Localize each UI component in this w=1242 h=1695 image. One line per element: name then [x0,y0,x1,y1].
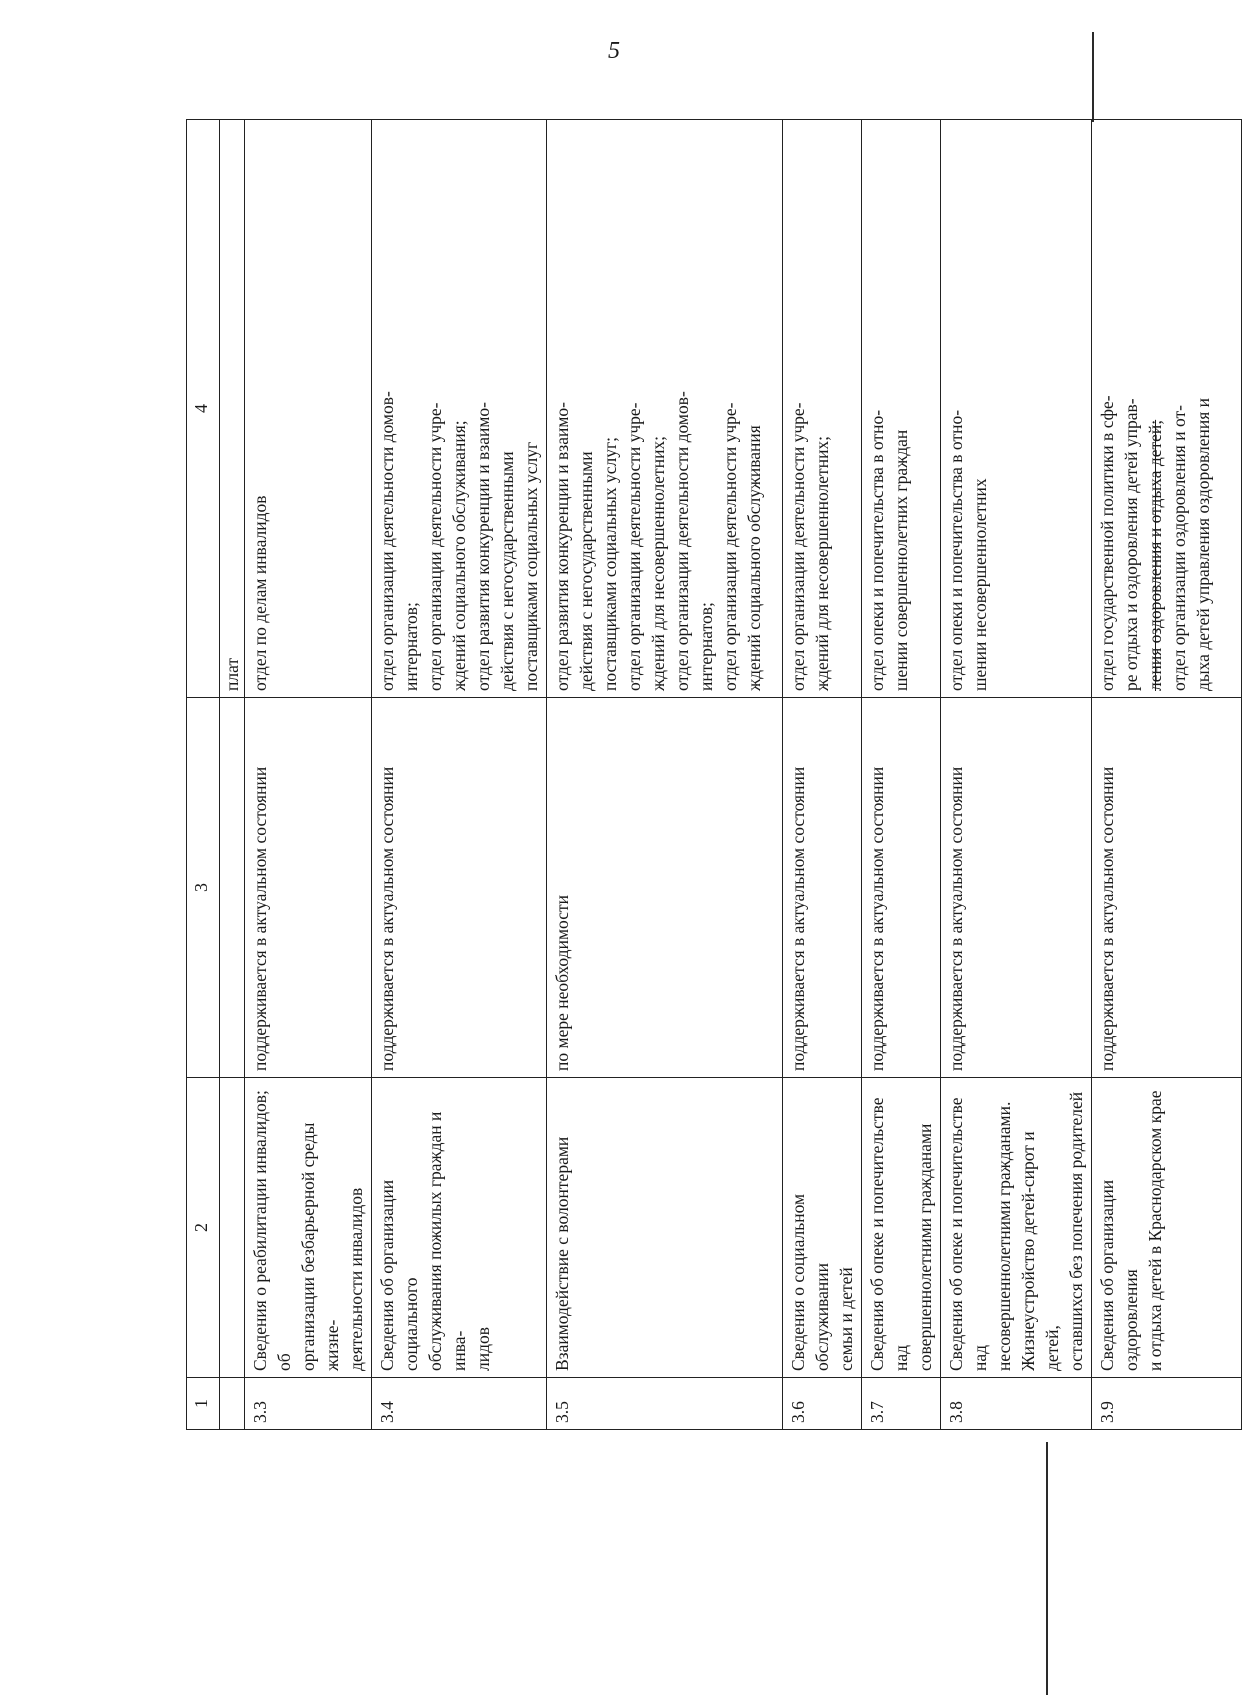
row-number-cell [941,1378,1092,1430]
cell-text-line: Сведения об организации оздоровления [1097,1179,1141,1371]
info-name-cell [245,1078,372,1378]
info-name-cell [862,1078,941,1378]
frequency-cell [862,698,941,1078]
frequency-text: по мере необходимости [552,895,572,1071]
frequency-text: поддерживается в актуальном состоянии [788,766,808,1071]
responsible-cell [547,120,783,698]
cell-text-line: отдел организации деятельности учре- [624,402,644,691]
table-row [547,120,783,1430]
column-header-3: 3 [187,698,220,1078]
cell-text-line: несовершеннолетними гражданами. [994,1101,1014,1371]
responsible-cell [862,120,941,698]
table-row [245,120,372,1430]
cell-text-line: отдел организации деятельности учре- [720,402,740,691]
frequency-cell [372,698,547,1078]
frequency-text: поддерживается в актуальном состоянии [250,766,270,1071]
frequency-cell [941,698,1092,1078]
cell-text-line: деятельности инвалидов [346,1187,366,1371]
frequency-cell [547,698,783,1078]
table-row [941,120,1092,1430]
table-row [1092,120,1242,1430]
column-header-4: 4 [187,120,220,698]
scan-artifact-line [1046,1442,1048,1695]
continuation-text: плат [220,120,245,698]
cell-text-line: Сведения об опеке и попечительстве над [946,1097,990,1371]
row-number: 3.9 [1097,1401,1117,1423]
cell-text-line: отдел государственной политики в сфе- [1097,395,1117,691]
cell-text-line: ждений для несовершеннолетних; [648,435,668,691]
data-table [186,119,1242,1430]
cell-text-line: действия с негосударственными [497,451,517,691]
row-number-cell [862,1378,941,1430]
row-number-cell [245,1378,372,1430]
cell-text-line: отдел организации деятельности учре- [788,402,808,691]
cell-text-line: Сведения о социальном обслуживании [788,1193,832,1371]
cell-text-line: отдел организации деятельности домов- [377,391,397,691]
cell-text-line: отдел опеки и попечительства в отно- [867,409,887,691]
table-row [783,120,862,1430]
table-header-row [187,120,220,1430]
cell-text-line: отдел развития конкуренции и взаимо- [473,402,493,691]
cell-text-line: интернатов; [401,602,421,691]
cell-text-line: семьи и детей [836,1267,856,1371]
frequency-cell [783,698,862,1078]
info-name-cell [372,1078,547,1378]
frequency-text: поддерживается в актуальном состоянии [946,766,966,1071]
cell-text-line: шении несовершеннолетних [970,478,990,691]
cell-text-line: действия с негосударственными [576,451,596,691]
cell-text-line: отдел организации деятельности домов- [672,391,692,691]
page-number: 5 [608,38,620,64]
row-number: 3.3 [250,1401,270,1423]
info-name-cell [1092,1078,1242,1378]
table-body [245,120,1242,1430]
cell-text-line: Сведения о реабилитации инвалидов; об [250,1090,294,1371]
responsible-cell [245,120,372,698]
cell-text-line: дыха детей управления оздоровления и [1193,397,1213,691]
row-number: 3.8 [946,1401,966,1423]
row-number: 3.5 [552,1401,572,1423]
cell-text-line: ждений для несовершеннолетних; [812,435,832,691]
cell-text-line: обслуживания пожилых граждан и инва- [425,1111,469,1371]
responsible-cell [1092,120,1242,698]
continuation-row [220,120,245,1430]
frequency-text: поддерживается в актуальном состоянии [867,766,887,1071]
row-number-cell [783,1378,862,1430]
frequency-text: поддерживается в актуальном состоянии [1097,766,1117,1071]
cell-text-line: отдел организации оздоровления и от- [1169,405,1189,691]
cell-text-line: поставщиками социальных услуг; [600,436,620,691]
info-name-cell [783,1078,862,1378]
cell-text-line: Жизнеустройство детей-сирот и детей, [1018,1131,1062,1371]
responsible-cell [783,120,862,698]
document-table-frame [186,120,1213,1430]
cell-text-line: ждений социального обслуживания [744,425,764,691]
row-number: 3.7 [867,1401,887,1423]
cell-text-line: поставщиками социальных услуг [521,441,541,691]
cell-text-line: оставшихся без попечения родителей [1066,1091,1086,1371]
responsible-cell [372,120,547,698]
cell-text-line: отдел развития конкуренции и взаимо- [552,402,572,691]
cell-text-line: интернатов; [696,602,716,691]
cell-text-line: совершеннолетними гражданами [915,1123,935,1371]
cell-text-line: ждений социального обслуживания; [449,420,469,691]
row-number: 3.4 [377,1401,397,1423]
row-number: 3.6 [788,1401,808,1423]
cell-text-line: шении совершеннолетних граждан [891,429,911,691]
table-row [372,120,547,1430]
column-header-1: 1 [187,1378,220,1430]
scan-artifact-line [1092,32,1094,122]
rotated-table [186,120,1213,1430]
cell-text-line: Сведения об организации социального [377,1179,421,1371]
cell-text-line: отдел организации деятельности учре- [425,402,445,691]
cell-text-line: организации безбарьерной среды жизне- [298,1122,342,1371]
cell-text-line: Взаимодействие с волонтерами [552,1136,572,1371]
cell-text-line: лидов [473,1326,493,1371]
responsible-cell [941,120,1092,698]
cell-text-line: Сведения об опеке и попечительстве над [867,1097,911,1371]
row-number-cell [1092,1378,1242,1430]
cell-text-line: отдел опеки и попечительства в отно- [946,409,966,691]
cell-text-line: ре отдыха и оздоровления детей управ- [1121,398,1141,691]
row-number-cell [547,1378,783,1430]
info-name-cell [941,1078,1092,1378]
frequency-cell [1092,698,1242,1078]
cell-text-line: отдел по делам инвалидов [250,495,270,691]
row-number-cell [372,1378,547,1430]
cell-text-line: и отдыха детей в Краснодарском крае [1145,1090,1165,1371]
info-name-cell [547,1078,783,1378]
column-header-2: 2 [187,1078,220,1378]
cell-text-line: ления оздоровления и отдыха детей; [1145,419,1165,691]
table-row [862,120,941,1430]
frequency-text: поддерживается в актуальном состоянии [377,766,397,1071]
frequency-cell [245,698,372,1078]
